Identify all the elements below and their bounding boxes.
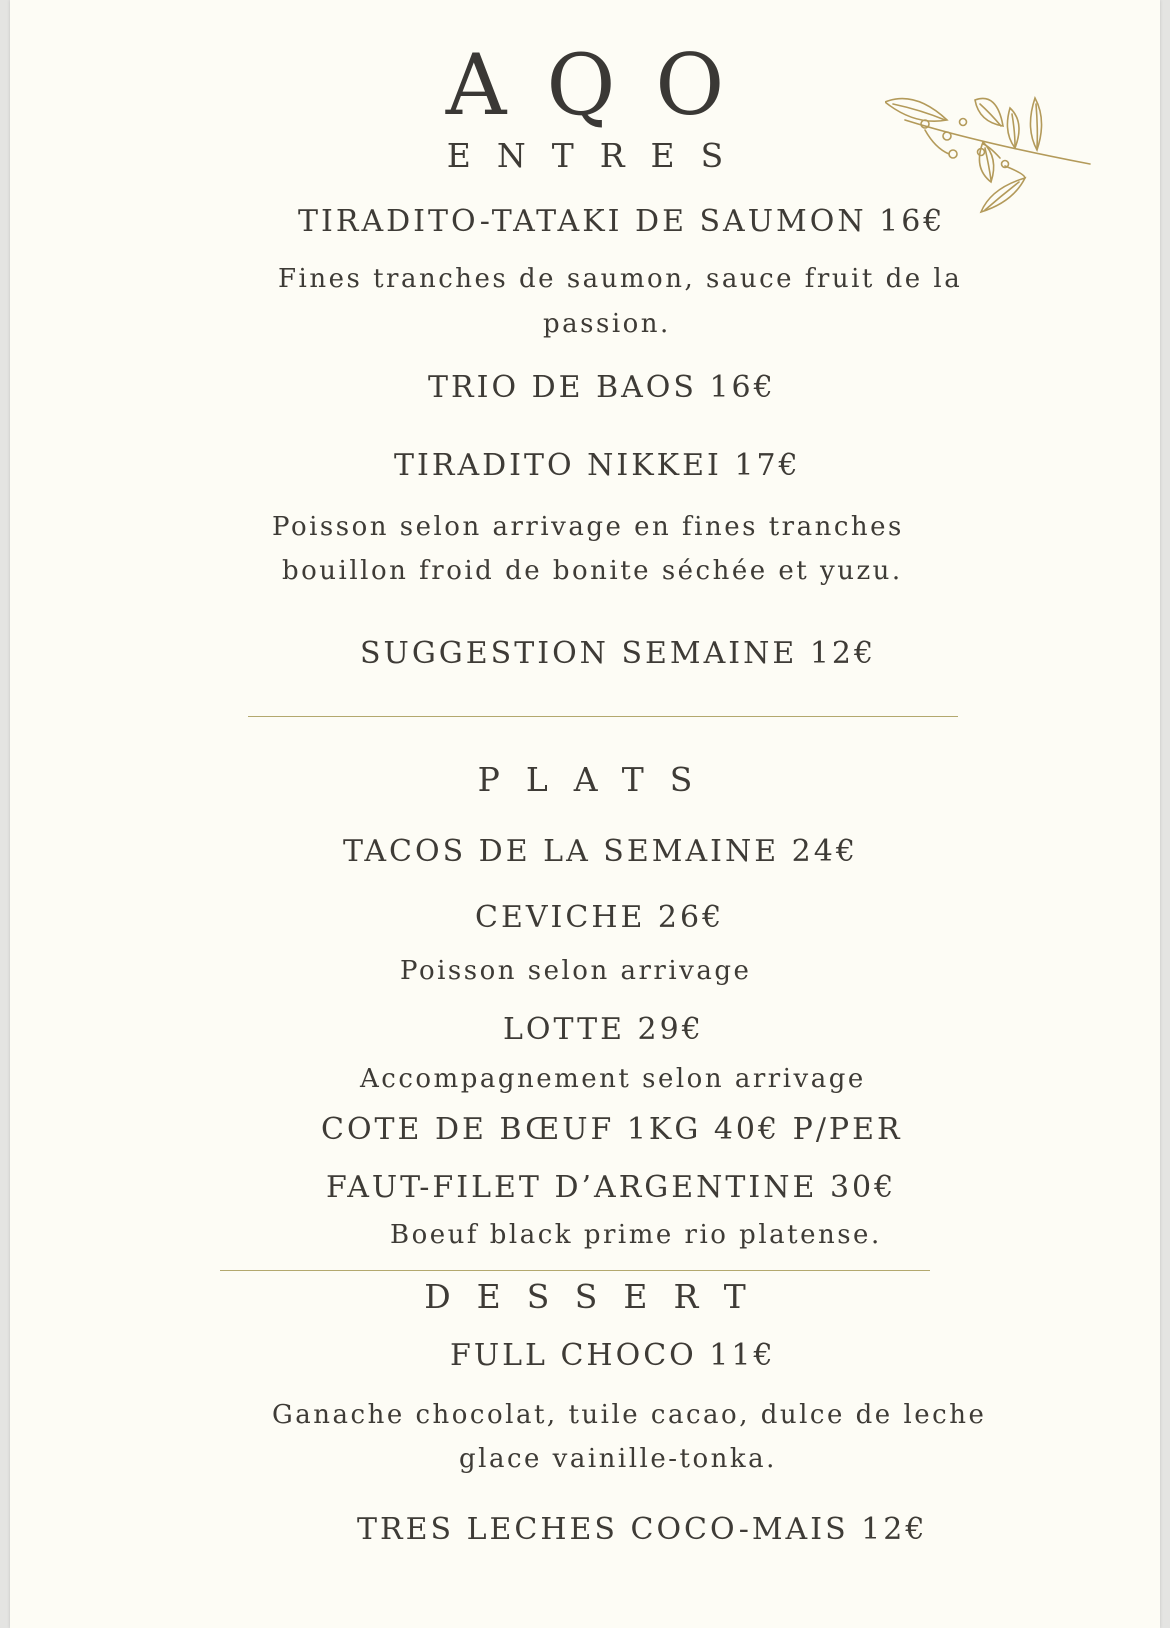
menu-item-name: LOTTE 29€ [503,1012,704,1047]
menu-item-name: CEVICHE 26€ [475,900,725,935]
menu-item-description: bouillon froid de bonite séchée et yuzu. [282,556,903,586]
section-title-plats: PLATS [477,760,719,799]
menu-item-name: TRIO DE BAOS 16€ [428,370,776,405]
menu-item-name: TACOS DE LA SEMAINE 24€ [343,834,858,869]
brand-title: AQO [445,36,765,134]
menu-item-description: Accompagnement selon arrivage [360,1064,866,1094]
menu-item-description: Poisson selon arrivage [400,956,752,986]
menu-item-description: Poisson selon arrivage en fines tranches [272,512,904,542]
section-divider [220,1270,930,1271]
section-title-entres: ENTRES [446,136,750,175]
menu-item-name: FAUT-FILET D’ARGENTINE 30€ [326,1170,897,1205]
menu-item-name: TRES LECHES COCO-MAIS 12€ [357,1512,928,1547]
section-divider [248,716,958,717]
menu-item-description: passion. [543,309,671,339]
menu-item-description: glace vainille-tonka. [459,1444,777,1474]
menu-item-description: Fines tranches de saumon, sauce fruit de la [278,264,963,294]
menu-item-name: TIRADITO-TATAKI DE SAUMON 16€ [298,204,946,239]
menu-item-description: Ganache chocolat, tuile cacao, dulce de leche [272,1400,987,1430]
menu-item-name: COTE DE BŒUF 1KG 40€ P/PER [321,1112,903,1147]
section-title-dessert: DESSERT [424,1277,772,1316]
menu-item-description: Boeuf black prime rio platense. [390,1220,882,1250]
menu-item-name: TIRADITO NIKKEI 17€ [394,448,801,483]
menu-item-name: SUGGESTION SEMAINE 12€ [360,636,877,671]
menu-item-name: FULL CHOCO 11€ [450,1338,776,1373]
menu-page [10,0,1160,1628]
